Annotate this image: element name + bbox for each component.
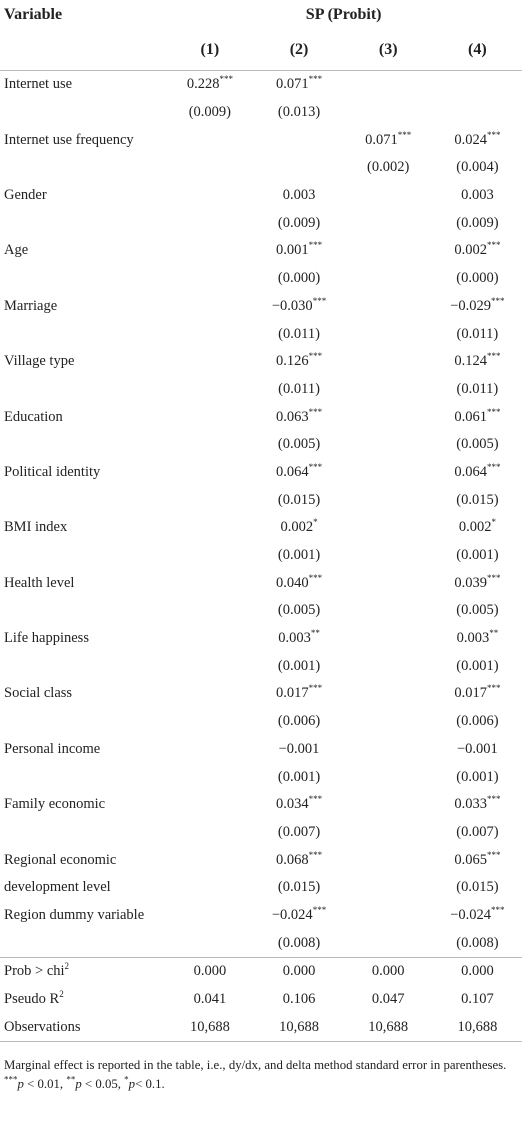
- significance-stars: ***: [486, 351, 501, 362]
- coefficient-cell: [254, 791, 343, 819]
- standard-error-cell: [344, 209, 433, 237]
- row-label: Life happiness: [4, 630, 89, 647]
- coefficient-value: 0.071: [365, 131, 398, 148]
- standard-error-cell: (0.008): [277, 934, 321, 951]
- stat-value: 0.000: [254, 958, 343, 986]
- row-label: Internet use frequency: [4, 131, 134, 148]
- row-label: Regional economic: [4, 851, 117, 868]
- stat-label-text: Pseudo R: [4, 991, 60, 1008]
- table-row-se: [0, 209, 522, 237]
- significance-stars: ***: [486, 683, 501, 694]
- standard-error-cell: (0.009): [188, 104, 232, 121]
- row-label-continued: [0, 431, 165, 459]
- footnote-threshold: p< 0.1.: [128, 1077, 165, 1092]
- significance-stars: ***: [486, 240, 501, 251]
- coefficient-cell: [433, 348, 522, 376]
- stat-value: 0.041: [193, 991, 227, 1008]
- significance-stars: ***: [312, 905, 327, 916]
- coefficient-value: −0.030: [271, 297, 313, 314]
- significance-stars: ***: [308, 683, 323, 694]
- table-row: [0, 625, 522, 653]
- significance-stars: ***: [308, 849, 323, 860]
- coefficient-cell: [344, 182, 433, 210]
- coefficient-cell: [344, 237, 433, 265]
- column-header-1: (1): [200, 41, 220, 58]
- row-label-continued: [0, 99, 165, 127]
- coefficient-value: 0.061: [454, 408, 487, 425]
- table-row-se: [0, 265, 522, 293]
- stat-value: 0.000: [344, 958, 433, 986]
- coefficient-cell: [165, 459, 254, 487]
- footnote-significance: [0, 1075, 522, 1094]
- standard-error-cell: (0.005): [277, 602, 321, 619]
- standard-error-cell: (0.013): [277, 104, 321, 121]
- table-row: [0, 680, 522, 708]
- coefficient-value: 0.033: [454, 796, 487, 813]
- table-row: [0, 237, 522, 265]
- row-label-continued: development level: [4, 879, 111, 896]
- coefficient-cell: [254, 514, 343, 542]
- row-label: Personal income: [4, 740, 101, 757]
- footnote-p-italic: p: [128, 1077, 136, 1092]
- standard-error-cell: (0.008): [456, 934, 499, 951]
- standard-error-cell: (0.007): [277, 823, 321, 840]
- row-label-continued: [0, 597, 165, 625]
- standard-error-cell: (0.015): [277, 491, 321, 508]
- standard-error-cell: [165, 320, 254, 348]
- table-row-se: [0, 320, 522, 348]
- coefficient-value: 0.063: [275, 408, 309, 425]
- table-row: [0, 736, 522, 764]
- coefficient-cell: [165, 902, 254, 930]
- table-row-se: [0, 708, 522, 736]
- coefficient-value: 0.040: [275, 574, 309, 591]
- table-row-se: [0, 652, 522, 680]
- coefficient-cell: [165, 736, 254, 764]
- table-row-se: [0, 929, 522, 957]
- table-row: [0, 293, 522, 321]
- coefficient-value: 0.003: [278, 630, 311, 647]
- standard-error-cell: (0.001): [456, 768, 499, 785]
- footnote-p-italic: p: [17, 1077, 24, 1092]
- row-label-continued: [0, 763, 165, 791]
- table-row-se: [0, 542, 522, 570]
- coefficient-cell: [254, 237, 343, 265]
- footnote-threshold: p < 0.05,: [75, 1077, 125, 1092]
- significance-stars: ***: [308, 462, 323, 473]
- coefficient-value: 0.039: [454, 574, 487, 591]
- coefficient-cell: [344, 902, 433, 930]
- table-row: [0, 459, 522, 487]
- row-label: Internet use: [4, 76, 73, 93]
- coefficient-cell: [433, 680, 522, 708]
- coefficient-value: −0.024: [271, 906, 313, 923]
- coefficient-cell: [165, 71, 254, 99]
- coefficient-cell: [254, 293, 343, 321]
- stat-row: [0, 986, 522, 1014]
- table-body: [0, 71, 522, 1042]
- standard-error-cell: (0.000): [456, 270, 499, 287]
- table-row: [0, 791, 522, 819]
- row-label-continued: [0, 708, 165, 736]
- coefficient-cell: [433, 625, 522, 653]
- significance-stars: ***: [486, 849, 501, 860]
- significance-stars: ***: [397, 129, 412, 140]
- footnote-stars: ***: [4, 1074, 18, 1085]
- standard-error-cell: (0.011): [278, 380, 320, 397]
- coefficient-value: 0.002: [280, 519, 314, 536]
- coefficient-cell: [165, 625, 254, 653]
- coefficient-value: 0.064: [275, 463, 309, 480]
- coefficient-cell: [254, 182, 343, 210]
- coefficient-cell: [433, 791, 522, 819]
- coefficient-cell: [165, 569, 254, 597]
- coefficient-value: 0.124: [454, 353, 487, 370]
- standard-error-cell: [165, 209, 254, 237]
- stat-value: 0.000: [433, 958, 522, 986]
- coefficient-value: −0.029: [450, 297, 492, 314]
- coefficient-value: 0.068: [275, 851, 309, 868]
- coefficient-cell: [344, 459, 433, 487]
- coefficient-cell: [344, 680, 433, 708]
- standard-error-cell: (0.006): [456, 713, 499, 730]
- standard-error-cell: (0.004): [456, 159, 499, 176]
- standard-error-cell: [344, 376, 433, 404]
- table-row: [0, 902, 522, 930]
- coefficient-value: 0.003: [282, 187, 316, 204]
- standard-error-cell: (0.015): [456, 491, 499, 508]
- standard-error-cell: [344, 874, 433, 902]
- coefficient-cell: [165, 237, 254, 265]
- coefficient-cell: [254, 459, 343, 487]
- standard-error-cell: [433, 99, 522, 127]
- coefficient-value: 0.024: [454, 131, 487, 148]
- standard-error-cell: [165, 929, 254, 957]
- coefficient-cell: [344, 293, 433, 321]
- column-header-3: (3): [378, 41, 398, 58]
- coefficient-cell: [433, 514, 522, 542]
- standard-error-cell: (0.015): [456, 879, 499, 896]
- standard-error-cell: [165, 708, 254, 736]
- coefficient-value: −0.001: [278, 740, 320, 757]
- standard-error-cell: [344, 819, 433, 847]
- coefficient-cell: [433, 846, 522, 874]
- group-header: [165, 0, 522, 30]
- standard-error-cell: [344, 542, 433, 570]
- coefficient-value: 0.002: [458, 519, 492, 536]
- standard-error-cell: [344, 708, 433, 736]
- significance-stars: *: [313, 517, 318, 528]
- standard-error-cell: (0.005): [277, 436, 321, 453]
- coefficient-cell: [254, 403, 343, 431]
- significance-stars: ***: [219, 74, 233, 85]
- coefficient-value: 0.071: [275, 76, 309, 93]
- coefficient-value: 0.017: [275, 685, 309, 702]
- standard-error-cell: [254, 154, 343, 182]
- table-row-se: [0, 431, 522, 459]
- table-row: [0, 514, 522, 542]
- significance-stars: **: [310, 628, 320, 639]
- coefficient-cell: [433, 237, 522, 265]
- table-row: [0, 846, 522, 874]
- standard-error-cell: [165, 652, 254, 680]
- coefficient-cell: [254, 126, 343, 154]
- row-label: Social class: [4, 685, 73, 702]
- coefficient-cell: [344, 846, 433, 874]
- coefficient-value: 0.065: [454, 851, 487, 868]
- stat-value: 0.106: [282, 991, 316, 1008]
- significance-stars: ***: [308, 794, 323, 805]
- footnote-p-italic: p: [75, 1077, 82, 1092]
- standard-error-cell: (0.007): [456, 823, 499, 840]
- table-row: [0, 71, 522, 99]
- standard-error-cell: [344, 597, 433, 625]
- coefficient-cell: [344, 736, 433, 764]
- standard-error-cell: [344, 929, 433, 957]
- coefficient-value: −0.001: [456, 740, 498, 757]
- row-label-continued: [0, 209, 165, 237]
- coefficient-cell: [433, 71, 522, 99]
- standard-error-cell: (0.001): [277, 547, 321, 564]
- variable-header: Variable: [4, 6, 63, 23]
- significance-stars: ***: [308, 240, 323, 251]
- coefficient-cell: [165, 403, 254, 431]
- significance-stars: ***: [308, 406, 323, 417]
- coefficient-cell: [344, 569, 433, 597]
- row-label-continued: [0, 486, 165, 514]
- row-label: Village type: [4, 353, 75, 370]
- standard-error-cell: (0.001): [456, 657, 499, 674]
- row-label-continued: [0, 929, 165, 957]
- coefficient-cell: [344, 514, 433, 542]
- row-label-continued: [0, 542, 165, 570]
- coefficient-cell: [254, 680, 343, 708]
- stat-label: [0, 986, 165, 1014]
- stat-value: 10,688: [457, 1018, 498, 1035]
- coefficient-cell: [433, 182, 522, 210]
- row-label-continued: [0, 652, 165, 680]
- coefficient-cell: [344, 126, 433, 154]
- standard-error-cell: [165, 265, 254, 293]
- column-header-2: (2): [289, 41, 309, 58]
- standard-error-cell: [344, 652, 433, 680]
- table-row: [0, 569, 522, 597]
- stat-value: 10,688: [189, 1018, 230, 1035]
- coefficient-cell: [165, 846, 254, 874]
- table-row: [0, 182, 522, 210]
- row-label-continued: [0, 376, 165, 404]
- standard-error-cell: (0.005): [456, 436, 499, 453]
- coefficient-cell: [344, 403, 433, 431]
- standard-error-cell: (0.009): [456, 214, 499, 231]
- standard-error-cell: (0.001): [277, 768, 321, 785]
- standard-error-cell: (0.006): [277, 713, 321, 730]
- row-label: Region dummy variable: [4, 906, 145, 923]
- coefficient-value: 0.034: [275, 796, 309, 813]
- standard-error-cell: [344, 486, 433, 514]
- table-row-se: [0, 154, 522, 182]
- row-label-continued: [0, 819, 165, 847]
- row-label: Education: [4, 408, 63, 425]
- standard-error-cell: [344, 431, 433, 459]
- significance-stars: ***: [486, 572, 501, 583]
- table-row-se: [0, 763, 522, 791]
- standard-error-cell: (0.009): [277, 214, 321, 231]
- stat-row: [0, 1013, 522, 1041]
- table-row: [0, 348, 522, 376]
- stat-label-superscript: 2: [64, 961, 70, 972]
- coefficient-cell: [344, 625, 433, 653]
- header-row-group: [0, 0, 522, 30]
- coefficient-cell: [254, 625, 343, 653]
- standard-error-cell: (0.005): [456, 602, 499, 619]
- coefficient-cell: [165, 348, 254, 376]
- standard-error-cell: [344, 320, 433, 348]
- coefficient-cell: [433, 902, 522, 930]
- standard-error-cell: [344, 763, 433, 791]
- coefficient-cell: [254, 71, 343, 99]
- coefficient-cell: [254, 846, 343, 874]
- row-label-continued: [0, 154, 165, 182]
- coefficient-cell: [344, 71, 433, 99]
- significance-stars: ***: [491, 296, 505, 307]
- coefficient-cell: [254, 736, 343, 764]
- table-row: [0, 403, 522, 431]
- stat-value: 10,688: [279, 1018, 319, 1035]
- coefficient-value: 0.002: [454, 242, 487, 259]
- stat-value: 10,688: [368, 1018, 409, 1035]
- coefficient-cell: [433, 736, 522, 764]
- significance-stars: ***: [486, 462, 501, 473]
- significance-stars: ***: [491, 905, 505, 916]
- row-label: Gender: [4, 187, 47, 204]
- stat-value: 0.107: [461, 991, 494, 1008]
- standard-error-cell: (0.011): [456, 380, 499, 397]
- significance-stars: ***: [312, 296, 327, 307]
- row-label: Family economic: [4, 796, 106, 813]
- significance-stars: ***: [308, 572, 323, 583]
- coefficient-cell: [433, 459, 522, 487]
- standard-error-cell: [165, 763, 254, 791]
- coefficient-cell: [433, 126, 522, 154]
- significance-stars: ***: [308, 351, 323, 362]
- coefficient-value: 0.001: [275, 242, 309, 259]
- stat-label: [0, 958, 165, 986]
- coefficient-value: 0.228: [186, 76, 220, 93]
- stat-label-text: Observations: [4, 1018, 81, 1035]
- footnote-note: Marginal effect is reported in the table, i.e., dy/dx, and delta method standard error in parentheses.: [4, 1058, 507, 1073]
- row-label: BMI index: [4, 519, 68, 536]
- row-label: Age: [4, 242, 29, 259]
- coefficient-cell: [344, 348, 433, 376]
- significance-stars: ***: [486, 406, 501, 417]
- coefficient-value: 0.064: [454, 463, 487, 480]
- standard-error-cell: [165, 154, 254, 182]
- coefficient-value: 0.126: [275, 353, 309, 370]
- coefficient-cell: [433, 293, 522, 321]
- coefficient-value: 0.003: [456, 630, 490, 647]
- standard-error-cell: [165, 597, 254, 625]
- coefficient-cell: [165, 791, 254, 819]
- stat-label-superscript: 2: [59, 989, 64, 1000]
- coefficient-cell: [433, 569, 522, 597]
- standard-error-cell: [165, 376, 254, 404]
- significance-stars: **: [489, 628, 499, 639]
- stat-value: 0.000: [165, 958, 254, 986]
- stat-row: [0, 958, 522, 986]
- coefficient-cell: [165, 126, 254, 154]
- header-row-columns: [0, 30, 522, 71]
- standard-error-cell: [165, 431, 254, 459]
- footnote-threshold: p < 0.01,: [17, 1077, 67, 1092]
- coefficient-cell: [254, 569, 343, 597]
- footnote-stars: **: [66, 1074, 76, 1085]
- coefficient-cell: [165, 514, 254, 542]
- standard-error-cell: [344, 265, 433, 293]
- standard-error-cell: [165, 874, 254, 902]
- table-row-se: [0, 376, 522, 404]
- standard-error-cell: [165, 542, 254, 570]
- row-label: Marriage: [4, 297, 58, 314]
- significance-stars: *: [491, 517, 496, 528]
- row-label-continued: [0, 265, 165, 293]
- row-label: Political identity: [4, 463, 101, 480]
- standard-error-cell: [165, 486, 254, 514]
- coefficient-cell: [165, 293, 254, 321]
- table-row-se: [0, 874, 522, 902]
- coefficient-cell: [165, 680, 254, 708]
- stat-value: 0.047: [371, 991, 405, 1008]
- standard-error-cell: (0.011): [456, 325, 499, 342]
- coefficient-cell: [254, 902, 343, 930]
- coefficient-cell: [344, 791, 433, 819]
- standard-error-cell: (0.001): [456, 547, 499, 564]
- stat-label: [0, 1013, 165, 1041]
- group-header-label: SP (Probit): [305, 6, 382, 23]
- footnote-stars: *: [124, 1074, 129, 1085]
- standard-error-cell: (0.001): [277, 657, 321, 674]
- significance-stars: ***: [486, 794, 501, 805]
- coefficient-value: 0.017: [454, 685, 487, 702]
- standard-error-cell: [344, 99, 433, 127]
- table-row-se: [0, 99, 522, 127]
- coefficient-cell: [165, 182, 254, 210]
- table-footnote: [0, 1041, 522, 1094]
- row-label: Health level: [4, 574, 75, 591]
- coefficient-cell: [433, 403, 522, 431]
- standard-error-cell: (0.000): [277, 270, 321, 287]
- significance-stars: ***: [308, 74, 323, 85]
- table-row-se: [0, 486, 522, 514]
- standard-error-cell: (0.002): [367, 159, 410, 176]
- table-row-se: [0, 597, 522, 625]
- coefficient-value: 0.003: [461, 187, 494, 204]
- column-header-4: (4): [468, 41, 487, 58]
- stat-label-text: Prob > chi: [4, 963, 65, 980]
- standard-error-cell: (0.011): [278, 325, 320, 342]
- coefficient-cell: [254, 348, 343, 376]
- row-label-continued: [0, 320, 165, 348]
- standard-error-cell: (0.015): [277, 879, 321, 896]
- coefficient-value: −0.024: [450, 906, 492, 923]
- significance-stars: ***: [486, 129, 501, 140]
- standard-error-cell: [165, 819, 254, 847]
- table-row: [0, 126, 522, 154]
- table-row-se: [0, 819, 522, 847]
